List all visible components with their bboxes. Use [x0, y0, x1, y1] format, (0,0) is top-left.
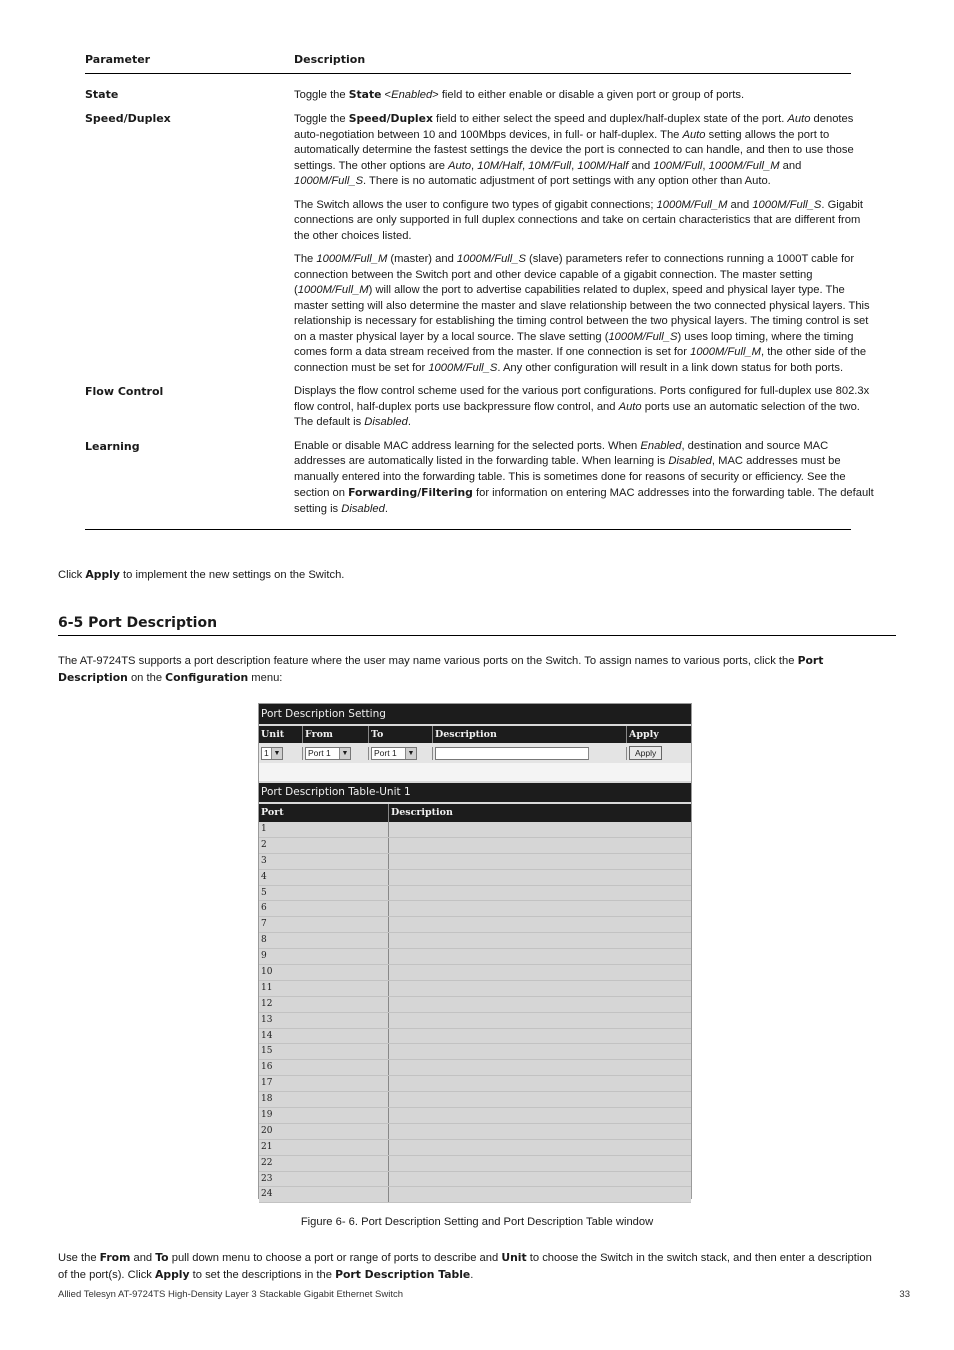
port-number: 23	[259, 1172, 389, 1187]
table-row	[259, 949, 691, 965]
port-number: 17	[259, 1076, 389, 1091]
port-number: 1	[259, 822, 389, 837]
table-row	[259, 1029, 691, 1045]
table-row	[259, 1172, 691, 1188]
chevron-down-icon: ▼	[339, 748, 350, 759]
chevron-down-icon: ▼	[271, 748, 282, 759]
param-name: Flow Control	[85, 385, 164, 398]
port-description	[389, 1092, 691, 1107]
unit-header: Unit	[259, 726, 303, 743]
port-number: 13	[259, 1013, 389, 1028]
port-description	[389, 870, 691, 885]
port-number: 2	[259, 838, 389, 853]
table-row	[259, 917, 691, 933]
from-select[interactable]: Port 1 ▼	[305, 747, 351, 760]
footer-title: Allied Telesyn AT-9724TS High-Density Layer 3 Stackable Gigabit Ethernet Switch	[58, 1289, 403, 1300]
port-description	[389, 981, 691, 996]
port-number: 9	[259, 949, 389, 964]
table-row	[259, 1092, 691, 1108]
table-row	[259, 886, 691, 902]
port-number: 10	[259, 965, 389, 980]
port-description	[389, 917, 691, 932]
param-name: Learning	[85, 439, 140, 453]
port-description	[389, 854, 691, 869]
param-description: Toggle the State <Enabled> field to either enable or disable a given port or group of ports.	[294, 87, 745, 101]
table-row	[259, 901, 691, 917]
port-number: 18	[259, 1092, 389, 1107]
description-column-header: Description	[294, 53, 366, 66]
port-description	[389, 822, 691, 837]
port-description	[389, 1029, 691, 1044]
unit-select[interactable]: 1 ▼	[261, 747, 283, 760]
apply-header: Apply	[629, 729, 659, 740]
port-number: 22	[259, 1156, 389, 1171]
port-number: 24	[259, 1187, 389, 1202]
apply-button[interactable]: Apply	[629, 746, 662, 760]
spacer	[259, 763, 691, 781]
port-number: 3	[259, 854, 389, 869]
to-header: To	[369, 726, 433, 743]
setting-header	[259, 726, 691, 743]
section-title: 6-5 Port Description	[58, 615, 896, 636]
port-number: 7	[259, 917, 389, 932]
param-name: State	[85, 87, 119, 101]
setting-row	[259, 743, 691, 763]
port-description	[389, 1044, 691, 1059]
port-number: 14	[259, 1029, 389, 1044]
table-row	[259, 1044, 691, 1060]
port-number: 8	[259, 933, 389, 948]
setting-title: Port Description Setting	[259, 704, 691, 724]
port-description	[389, 997, 691, 1012]
port-header: Port	[259, 804, 389, 822]
table-row	[259, 1156, 691, 1172]
port-description	[389, 886, 691, 901]
chevron-down-icon: ▼	[405, 748, 416, 759]
table-row	[259, 965, 691, 981]
to-select[interactable]: Port 1 ▼	[371, 747, 417, 760]
table-row	[259, 981, 691, 997]
description-input[interactable]	[435, 747, 589, 760]
table-row	[259, 1060, 691, 1076]
port-number: 12	[259, 997, 389, 1012]
param-row-state	[85, 87, 851, 104]
port-number: 20	[259, 1124, 389, 1139]
from-header: From	[303, 726, 369, 743]
port-description	[389, 901, 691, 916]
table-row	[259, 997, 691, 1013]
table-row	[259, 933, 691, 949]
page-number: 33	[899, 1289, 910, 1300]
port-description	[389, 1140, 691, 1155]
port-number: 4	[259, 870, 389, 885]
port-description	[389, 1108, 691, 1123]
table-row	[259, 1013, 691, 1029]
table-row	[259, 1076, 691, 1092]
table-row	[259, 870, 691, 886]
param-row-learning	[85, 439, 874, 518]
table-row	[259, 854, 691, 870]
port-description	[389, 1156, 691, 1171]
table-header	[259, 804, 691, 822]
table-row	[259, 1108, 691, 1124]
port-number: 15	[259, 1044, 389, 1059]
table-row	[259, 1187, 691, 1203]
description-header: Description	[433, 726, 627, 743]
port-description	[389, 949, 691, 964]
port-rows	[259, 822, 691, 1203]
port-number: 11	[259, 981, 389, 996]
apply-note: Click Apply to implement the new settings on the Switch.	[58, 568, 345, 581]
port-number: 6	[259, 901, 389, 916]
port-description	[389, 1124, 691, 1139]
param-description: Displays the flow control scheme used for the various port configurations. Ports configured for full-duplex use 802.3x flow control, half-duplex ports use backpressure flow control, and Auto ports use an automatic selection of the two. The default is Disabled.	[294, 385, 870, 428]
table-row	[259, 838, 691, 854]
port-description	[389, 1187, 691, 1202]
param-description: Enable or disable MAC address learning for the selected ports. When Enabled, destination and source MAC addresses are automatically listed in the forwarding table. When learning is Disabled, MAC addresses must be manually entered into the forwarding table. This is sometimes done for reasons of security or efficiency. See the section on Forwarding/Filtering for information on entering MAC addresses into the forwarding table. The default setting is Disabled.	[294, 439, 874, 515]
table-row	[259, 1124, 691, 1140]
port-description	[389, 838, 691, 853]
parameter-table-header	[85, 52, 851, 74]
usage-paragraph: Use the From and To pull down menu to choose a port or range of ports to describe and Unit to choose the Switch in the switch stack, and then enter a description of the port(s). Click Apply to set the descriptions in the Port Description Table.	[58, 1251, 872, 1281]
table-title: Port Description Table-Unit 1	[259, 783, 691, 802]
figure-caption: Figure 6- 6. Port Description Setting and Port Description Table window	[300, 1216, 654, 1228]
table-row	[259, 822, 691, 838]
footer	[58, 1289, 910, 1300]
port-description	[389, 1060, 691, 1075]
section-intro: The AT-9724TS supports a port description feature where the user may name various ports on the Switch. To assign names to various ports, click the Port Description on the Configuration menu:	[58, 654, 824, 684]
parameter-table	[85, 52, 874, 530]
port-description	[389, 1172, 691, 1187]
port-number: 21	[259, 1140, 389, 1155]
param-name: Speed/Duplex	[85, 112, 171, 125]
parameter-column-header: Parameter	[85, 53, 151, 66]
port-description-window	[258, 703, 692, 1199]
port-description	[389, 965, 691, 980]
param-description: Toggle the Speed/Duplex field to either select the speed and duplex/half-duplex state of the port. Auto denotes auto-negotiation between 10 and 100Mbps devices, in full- or half-duplex. The Auto setting allows the port to automatically determine the fastest settings the device the port is connected to can handle, and then to use those settings. The other options are Auto, 10M/Half, 10M/Full, 100M/Half and 100M/Full, 1000M/Full_M and 1000M/Full_S. There is no automatic adjustment of port settings with any option other than Auto. The Switch allows the user to configure two types of gigabit connections; 1000M/Full_M and 1000M/Full_S. Gigabit connections are only supported in full duplex connections and take on certain characteristics that are different from the other choices listed. The 1000M/Full_M (master) and 1000M/Full_S (slave) parameters refer to connections running a 1000T cable for connection between the Switch port and other device capable of a gigabit connection. The master setting (1000M/Full_M) will allow the port to advertise capabilities related to duplex, speed and physical layer type. The master setting will also determine the master and slave relationship between the two connected physical layers. This relationship is necessary for establishing the timing control between the two physical layers. The timing control is set on a master physical layer by a local source. The slave setting (1000M/Full_S) uses loop timing, where the timing comes form a data stream received from the master. If one connection is set for 1000M/Full_M, the other side of the connection must be set for 1000M/Full_S. Any other configuration will result in a link down status for both ports.	[294, 112, 870, 374]
port-description	[389, 1076, 691, 1091]
param-row-flow-control	[85, 384, 870, 431]
port-number: 5	[259, 886, 389, 901]
port-number: 16	[259, 1060, 389, 1075]
port-description	[389, 1013, 691, 1028]
port-number: 19	[259, 1108, 389, 1123]
param-row-speed-duplex	[85, 111, 870, 376]
port-description	[389, 933, 691, 948]
table-row	[259, 1140, 691, 1156]
description-header: Description	[391, 807, 453, 818]
